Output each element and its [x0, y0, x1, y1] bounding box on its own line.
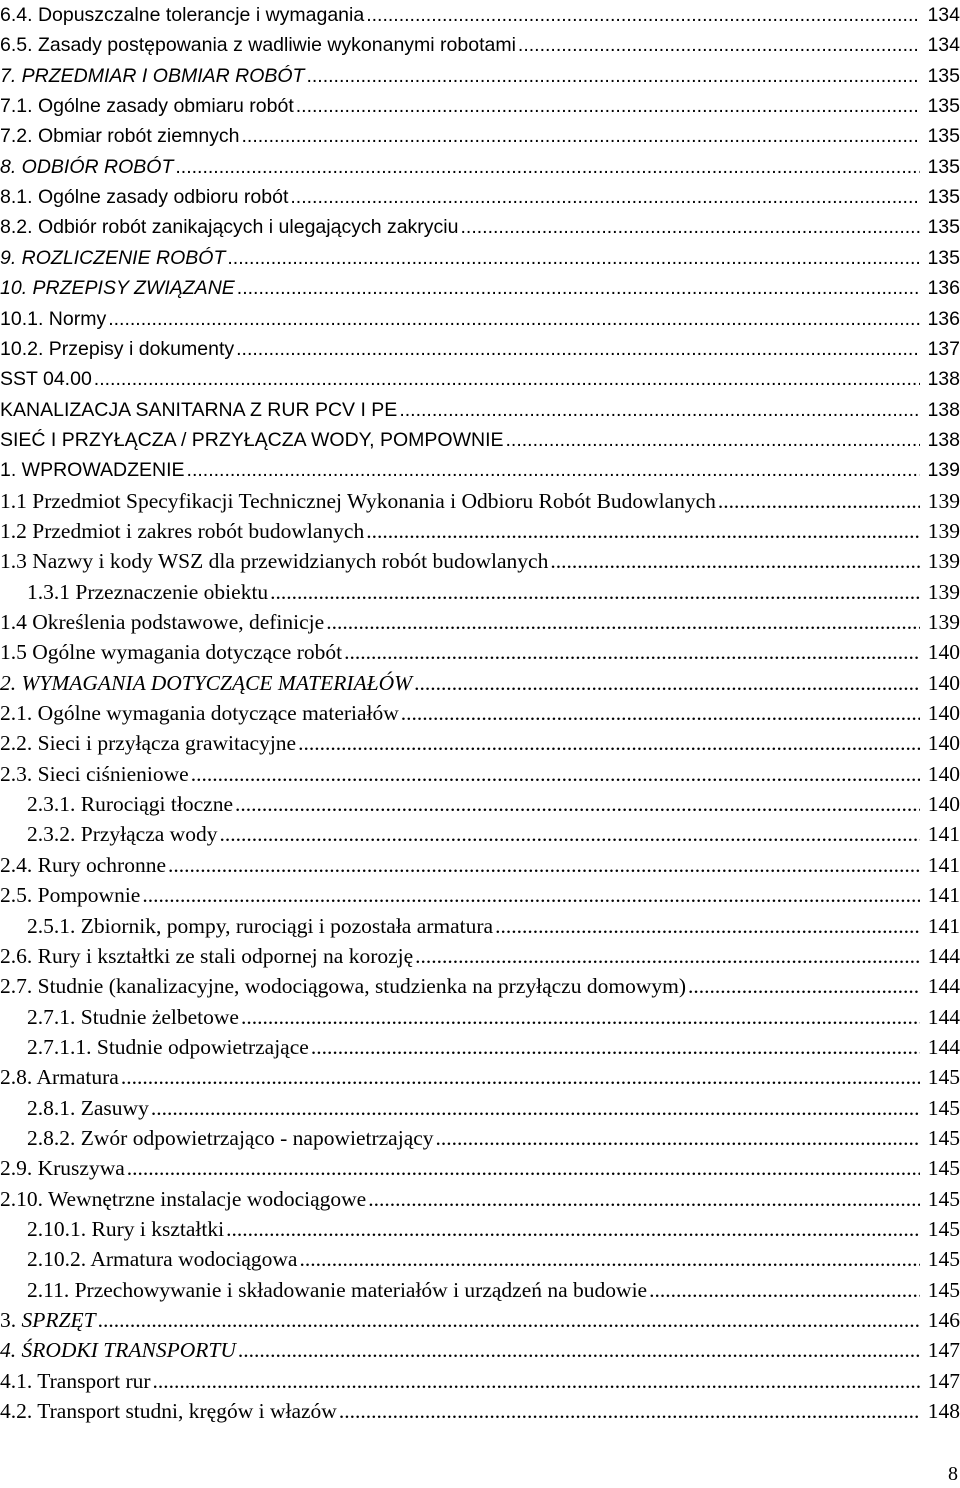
toc-leader-dots — [366, 0, 920, 30]
toc-entry-label: 3. SPRZĘT — [0, 1308, 96, 1333]
toc-leader-dots — [235, 789, 920, 819]
toc-entry-page: 138 — [927, 398, 960, 421]
toc-entry-page: 141 — [927, 852, 960, 877]
toc-entry[interactable] — [0, 1275, 960, 1305]
toc-entry-page: 134 — [927, 34, 960, 57]
toc-entry-label: 2.6. Rury i kształtki ze stali odpornej na korozję — [0, 943, 414, 968]
toc-entry[interactable] — [0, 0, 960, 30]
toc-entry[interactable] — [0, 304, 960, 334]
toc-entry-label: 6.5. Zasady postępowania z wadliwie wykonanymi robotami — [0, 34, 516, 57]
toc-entry-label: 7. PRZEDMIAR I OBMIAR ROBÓT — [0, 64, 305, 87]
toc-entry-label: 2.3. Sieci ciśnieniowe — [0, 761, 189, 786]
toc-leader-dots — [344, 637, 920, 667]
toc-entry-page: 135 — [927, 64, 960, 87]
toc-entry[interactable] — [0, 91, 960, 121]
toc-leader-dots — [242, 121, 920, 151]
toc-entry[interactable] — [0, 152, 960, 182]
toc-entry[interactable] — [0, 880, 960, 910]
toc-entry[interactable] — [0, 819, 960, 849]
toc-entry-label: KANALIZACJA SANITARNA Z RUR PCV I PE — [0, 398, 398, 421]
toc-leader-dots — [495, 911, 920, 941]
toc-leader-dots — [506, 425, 921, 455]
toc-leader-dots — [151, 1093, 920, 1123]
toc-entry-label: 1.3 Nazwy i kody WSZ dla przewidzianych robót budowlanych — [0, 549, 549, 574]
toc-leader-dots — [236, 334, 920, 364]
toc-entry-label: SST 04.00 — [0, 368, 92, 391]
toc-entry-label: 10.1. Normy — [0, 307, 107, 330]
toc-leader-dots — [290, 182, 920, 212]
toc-entry-label: 8.1. Ogólne zasady odbioru robót — [0, 186, 289, 209]
toc-leader-dots — [518, 30, 920, 60]
toc-entry-page: 139 — [927, 459, 960, 482]
toc-entry-label: 1.3.1 Przeznaczenie obiektu — [27, 579, 269, 604]
toc-entry-page: 134 — [927, 4, 960, 26]
toc-leader-dots — [339, 1396, 920, 1426]
toc-entry-page: 140 — [927, 640, 960, 665]
toc-entry-page: 135 — [927, 95, 960, 118]
toc-entry-page: 146 — [927, 1308, 960, 1333]
toc-entry-label: SIEĆ I PRZYŁĄCZA / PRZYŁĄCZA WODY, POMPOWNIE — [0, 428, 504, 451]
toc-entry-page: 144 — [927, 943, 960, 968]
toc-leader-dots — [94, 364, 920, 394]
toc-entry-label: 9. ROZLICZENIE ROBÓT — [0, 246, 226, 269]
page-number: 8 — [948, 1463, 958, 1485]
toc-leader-dots — [399, 395, 920, 425]
toc-leader-dots — [226, 1214, 920, 1244]
toc-leader-dots — [414, 668, 920, 698]
toc-entry[interactable] — [0, 637, 960, 667]
toc-entry[interactable] — [0, 971, 960, 1001]
toc-leader-dots — [191, 759, 920, 789]
toc-entry-label: 2. WYMAGANIA DOTYCZĄCE MATERIAŁÓW — [0, 670, 413, 695]
toc-entry-page: 144 — [927, 974, 960, 999]
toc-leader-dots — [326, 607, 920, 637]
toc-entry-page: 139 — [927, 549, 960, 574]
toc-entry[interactable] — [0, 1002, 960, 1032]
toc-entry-page: 147 — [927, 1368, 960, 1393]
toc-leader-dots — [436, 1123, 920, 1153]
toc-leader-dots — [298, 728, 920, 758]
toc-entry-page: 140 — [927, 701, 960, 726]
toc-leader-dots — [219, 819, 920, 849]
toc-entry-label: 1. WPROWADZENIE — [0, 459, 185, 482]
toc-entry[interactable] — [0, 850, 960, 880]
toc-entry-label: 2.8.2. Zwór odpowietrzająco - napowietrzający — [27, 1125, 434, 1150]
toc-entry[interactable] — [0, 1123, 960, 1153]
toc-entry-label: 2.10.2. Armatura wodociągowa — [27, 1247, 298, 1272]
toc-entry[interactable] — [0, 395, 960, 425]
toc-entry-page: 144 — [927, 1034, 960, 1059]
toc-entry-page: 139 — [927, 488, 960, 513]
toc-entry-label: 2.3.1. Rurociągi tłoczne — [27, 792, 233, 817]
toc-entry[interactable] — [0, 1244, 960, 1274]
toc-leader-dots — [98, 1305, 920, 1335]
toc-entry-page: 140 — [927, 670, 960, 695]
toc-leader-dots — [311, 1032, 920, 1062]
toc-entry[interactable] — [0, 577, 960, 607]
toc-entry-label: 1.5 Ogólne wymagania dotyczące robót — [0, 640, 343, 665]
toc-entry-label: 8. ODBIÓR ROBÓT — [0, 155, 174, 178]
toc-entry[interactable] — [0, 698, 960, 728]
toc-entry-page: 135 — [927, 246, 960, 269]
toc-entry[interactable] — [0, 212, 960, 242]
toc-leader-dots — [649, 1275, 920, 1305]
toc-entry-page: 147 — [927, 1338, 960, 1363]
toc-entry[interactable] — [0, 1396, 960, 1426]
toc-entry[interactable] — [0, 1184, 960, 1214]
toc-leader-dots — [108, 304, 920, 334]
toc-entry[interactable] — [0, 1335, 960, 1365]
toc-entry-label: 2.5. Pompownie — [0, 883, 141, 908]
toc-leader-dots — [460, 212, 920, 242]
toc-entry[interactable] — [0, 455, 960, 485]
toc-entry-label: 4.2. Transport studni, kręgów i włazów — [0, 1399, 337, 1424]
toc-leader-dots — [241, 1002, 920, 1032]
toc-entry[interactable] — [0, 182, 960, 212]
toc-entry-page: 145 — [927, 1156, 960, 1181]
toc-entry-label: 2.8. Armatura — [0, 1065, 119, 1090]
toc-entry[interactable] — [0, 486, 960, 516]
toc-entry-page: 136 — [927, 307, 960, 330]
toc-entry-page: 138 — [927, 368, 960, 391]
toc-leader-dots — [238, 1335, 920, 1365]
toc-entry[interactable] — [0, 516, 960, 546]
toc-entry[interactable] — [0, 789, 960, 819]
toc-entry[interactable] — [0, 243, 960, 273]
toc-entry-page: 145 — [927, 1247, 960, 1272]
toc-entry-label: 4.1. Transport rur — [0, 1368, 151, 1393]
toc-entry-page: 135 — [927, 155, 960, 178]
toc-leader-dots — [368, 1184, 920, 1214]
toc-entry[interactable] — [0, 546, 960, 576]
toc-entry[interactable] — [0, 61, 960, 91]
toc-entry[interactable] — [0, 121, 960, 151]
toc-entry[interactable] — [0, 273, 960, 303]
toc-entry-page: 145 — [927, 1065, 960, 1090]
toc-entry[interactable] — [0, 911, 960, 941]
toc-entry-label: 2.8.1. Zasuwy — [27, 1095, 149, 1120]
toc-entry-page: 140 — [927, 731, 960, 756]
toc-entry-label: 2.10. Wewnętrzne instalacje wodociągowe — [0, 1186, 367, 1211]
toc-entry-label: 2.4. Rury ochronne — [0, 852, 166, 877]
toc-entry-page: 144 — [927, 1004, 960, 1029]
toc-entry[interactable] — [0, 1366, 960, 1396]
toc-entry-label: 2.7. Studnie (kanalizacyjne, wodociągowa, studzienka na przyłączu domowym) — [0, 974, 686, 999]
toc-entry-page: 135 — [927, 216, 960, 239]
toc-entry[interactable] — [0, 364, 960, 394]
toc-entry-label: 2.9. Kruszywa — [0, 1156, 125, 1181]
toc-entry-label: 2.1. Ogólne wymagania dotyczące materiałów — [0, 701, 399, 726]
toc-leader-dots — [296, 91, 920, 121]
toc-entry-page: 145 — [927, 1277, 960, 1302]
toc-entry[interactable] — [0, 728, 960, 758]
toc-leader-dots — [227, 243, 920, 273]
toc-entry[interactable] — [0, 1305, 960, 1335]
toc-entry-label: 8.2. Odbiór robót zanikających i ulegających zakryciu — [0, 216, 459, 239]
toc-entry[interactable] — [0, 668, 960, 698]
toc-entry-label: 2.11. Przechowywanie i składowanie materiałów i urządzeń na budowie — [27, 1277, 648, 1302]
toc-entry-label: 2.3.2. Przyłącza wody — [27, 822, 218, 847]
toc-leader-dots — [306, 61, 920, 91]
toc-entry[interactable] — [0, 941, 960, 971]
toc-leader-dots — [366, 516, 920, 546]
toc-entry-page: 141 — [927, 913, 960, 938]
toc-entry-page: 135 — [927, 186, 960, 209]
toc-entry-page: 139 — [927, 518, 960, 543]
toc-entry-page: 145 — [927, 1217, 960, 1241]
toc-entry[interactable] — [0, 1214, 960, 1244]
toc-entry[interactable] — [0, 425, 960, 455]
toc-entry-label: 2.5.1. Zbiornik, pompy, rurociągi i pozostała armatura — [27, 913, 494, 938]
toc-leader-dots — [299, 1244, 920, 1274]
toc-entry-label: 2.2. Sieci i przyłącza grawitacyjne — [0, 731, 297, 756]
toc-entry-label: 2.7.1. Studnie żelbetowe — [27, 1004, 239, 1029]
toc-entry-label: 2.10.1. Rury i kształtki — [27, 1217, 225, 1241]
toc-entry-label: 10.2. Przepisy i dokumenty — [0, 337, 235, 360]
toc-leader-dots — [142, 880, 920, 910]
toc-entry-page: 145 — [927, 1186, 960, 1211]
toc-entry-page: 139 — [927, 610, 960, 634]
toc-entry-label: 1.2 Przedmiot i zakres robót budowlanych — [0, 518, 365, 543]
toc-entry-page: 141 — [927, 822, 960, 847]
toc-leader-dots — [237, 273, 920, 303]
toc-entry[interactable] — [0, 1153, 960, 1183]
toc-entry[interactable] — [0, 759, 960, 789]
toc-leader-dots — [688, 971, 920, 1001]
toc-leader-dots — [153, 1366, 920, 1396]
toc-leader-dots — [550, 546, 920, 576]
toc-entry[interactable] — [0, 1093, 960, 1123]
toc-entry-label: 10. PRZEPISY ZWIĄZANE — [0, 277, 235, 300]
toc-entry[interactable] — [0, 334, 960, 364]
toc-entry[interactable] — [0, 1032, 960, 1062]
toc-leader-dots — [718, 486, 920, 516]
toc-entry-label: 1.1 Przedmiot Specyfikacji Technicznej Wykonania i Odbioru Robót Budowlanych — [0, 488, 716, 513]
toc-leader-dots — [270, 577, 920, 607]
toc-entry-page: 148 — [927, 1399, 960, 1424]
toc-entry-label: 7.2. Obmiar robót ziemnych — [0, 125, 240, 148]
toc-entry-label: 2.7.1.1. Studnie odpowietrzające — [27, 1034, 309, 1059]
toc-leader-dots — [401, 698, 920, 728]
toc-entry-page: 145 — [927, 1125, 960, 1150]
toc-entry-page: 136 — [927, 277, 960, 300]
toc-entry-page: 140 — [927, 761, 960, 786]
toc-leader-dots — [187, 455, 920, 485]
toc-entry-page: 140 — [927, 792, 960, 817]
toc-entry-label: 6.4. Dopuszczalne tolerancje i wymagania — [0, 4, 365, 26]
toc-leader-dots — [121, 1062, 920, 1092]
toc-entry[interactable] — [0, 1062, 960, 1092]
toc-entry-page: 141 — [927, 883, 960, 908]
toc-entry-page: 135 — [927, 125, 960, 148]
toc-entry-label: 7.1. Ogólne zasady obmiaru robót — [0, 95, 294, 118]
toc-leader-dots — [415, 941, 920, 971]
toc-entry-page: 138 — [927, 428, 960, 451]
toc-entry[interactable] — [0, 607, 960, 637]
toc-leader-dots — [127, 1153, 920, 1183]
toc-entry-page: 137 — [927, 337, 960, 360]
toc-leader-dots — [175, 152, 920, 182]
toc-entry-page: 145 — [927, 1095, 960, 1120]
toc-entry-page: 139 — [927, 579, 960, 604]
toc-entry[interactable] — [0, 30, 960, 60]
toc-entry-label: 4. ŚRODKI TRANSPORTU — [0, 1338, 236, 1363]
toc-entry-label: 1.4 Określenia podstawowe, definicje — [0, 610, 325, 634]
toc-leader-dots — [168, 850, 920, 880]
